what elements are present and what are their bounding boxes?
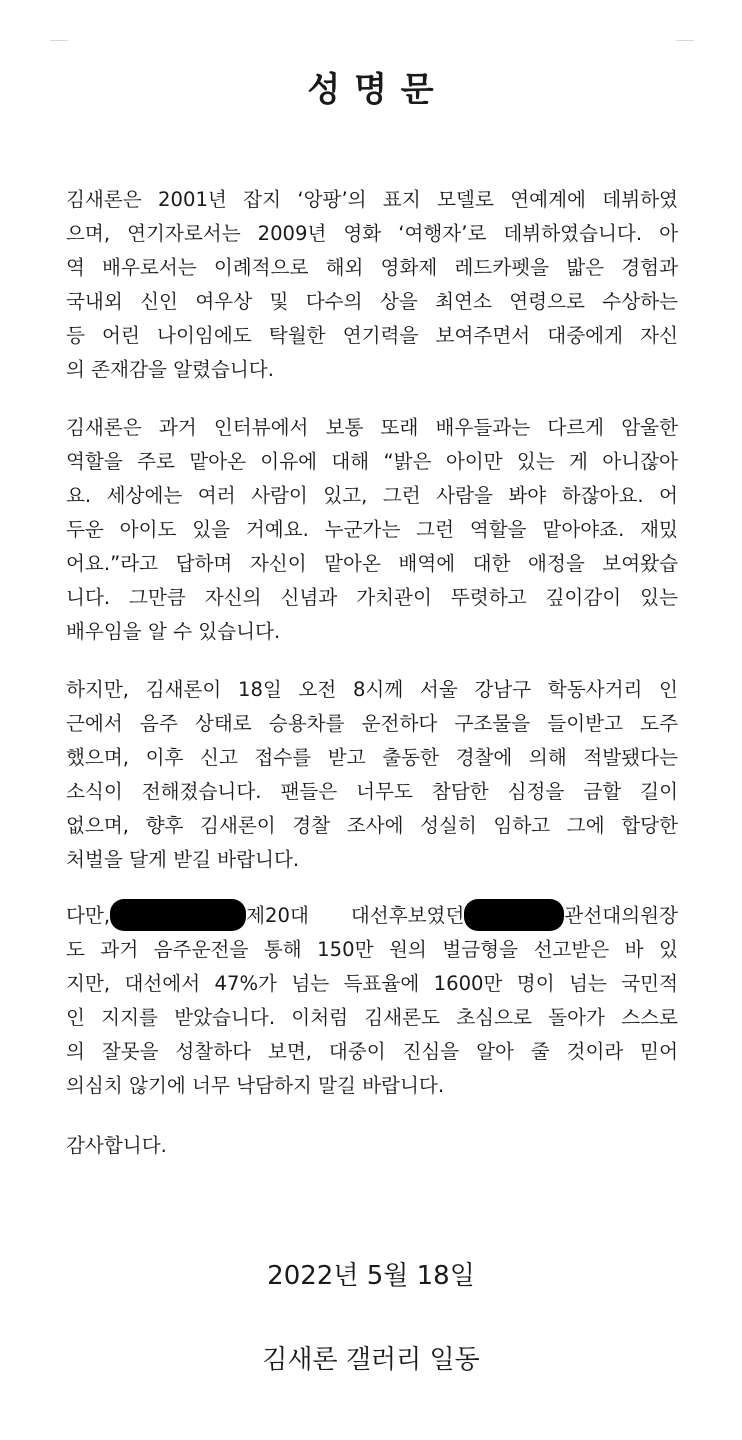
- paragraph-line: 도 과거 음주운전을 통해 150만 원의 벌금형을 선고받은 바 있: [66, 938, 678, 961]
- paragraph-line: 의심치 않기에 너무 낙담하지 말길 바랍니다.: [66, 1074, 445, 1097]
- paragraph-line: 등 어린 나이임에도 탁월한 연기력을 보여주면서 대중에게 자신: [66, 324, 678, 347]
- paragraph-line: 역 배우로서는 이례적으로 해외 영화제 레드카펫을 밟은 경험과: [66, 256, 678, 279]
- paragraph-line: 없으며, 향후 김새론이 경찰 조사에 성실히 임하고 그에 합당한: [66, 814, 678, 837]
- redaction-mark: [464, 899, 564, 931]
- paragraph-2: [66, 411, 678, 649]
- paragraph-line: 처벌을 달게 받길 바랍니다.: [66, 848, 300, 871]
- document-title: 성 명 문: [307, 70, 435, 110]
- paragraph-1: [66, 183, 678, 387]
- line-segment: 관선대의원장: [564, 904, 678, 927]
- paragraph-line: 국내외 신인 여우상 및 다수의 상을 최연소 연령으로 수상하는: [66, 290, 678, 313]
- paragraph-line: 역할을 주로 맡아온 이유에 대해 “밝은 아이만 있는 게 아니잖아: [66, 450, 678, 473]
- paragraph-line: 의 존재감을 알렸습니다.: [66, 358, 274, 381]
- paragraph-line: 지만, 대선에서 47%가 넘는 득표율에 1600만 명이 넘는 국민적: [66, 972, 678, 995]
- line-segment: 다만,: [66, 904, 111, 927]
- paragraph-line: 하지만, 김새론이 18일 오전 8시께 서울 강남구 학동사거리 인: [66, 678, 678, 701]
- paragraph-line: 의 잘못을 성찰하다 보면, 대중이 진심을 알아 줄 것이라 믿어: [66, 1040, 678, 1063]
- paragraph-3: [66, 673, 678, 877]
- paragraph-line: 근에서 음주 상태로 승용차를 운전하다 구조물을 들이받고 도주: [66, 712, 678, 735]
- redaction-mark: [110, 899, 246, 931]
- paragraph-line: 인 지지를 받았습니다. 이처럼 김새론도 초심으로 돌아가 스스로: [66, 1006, 678, 1029]
- paragraph-line: 김새론은 2001년 잡지 ‘앙팡’의 표지 모델로 연예계에 데뷔하였: [66, 188, 678, 211]
- document-signature: 김새론 갤러리 일동: [262, 1345, 480, 1375]
- paragraph-line: 어요.”라고 답하며 자신이 맡아온 배역에 대한 애정을 보여왔습: [66, 552, 678, 575]
- page-corner-mark: [50, 40, 68, 41]
- paragraph-line: 했으며, 이후 신고 접수를 받고 출동한 경찰에 의해 적발됐다는: [66, 746, 678, 769]
- paragraph-line: 두운 아이도 있을 거예요. 누군가는 그런 역할을 맡아야죠. 재밌: [66, 518, 678, 541]
- paragraph-line: 니다. 그만큼 자신의 신념과 가치관이 뚜렷하고 깊이감이 있는: [66, 586, 678, 609]
- paragraph-line: 요. 세상에는 여러 사람이 있고, 그런 사람을 봐야 하잖아요. 어: [66, 484, 678, 507]
- paragraph-line: 으며, 연기자로서는 2009년 영화 ‘여행자’로 데뷔하였습니다. 아: [66, 222, 678, 245]
- line-segment: 제20대 대선후보였던: [246, 904, 465, 927]
- paragraph-line: [66, 899, 678, 933]
- paragraph-line: 배우임을 알 수 있습니다.: [66, 620, 281, 643]
- document-date: 2022년 5월 18일: [267, 1261, 475, 1291]
- paragraph-line: 김새론은 과거 인터뷰에서 보통 또래 배우들과는 다르게 암울한: [66, 416, 678, 439]
- paragraph-line: 소식이 전해졌습니다. 팬들은 너무도 참담한 심정을 금할 길이: [66, 780, 678, 803]
- page-corner-mark: [676, 40, 694, 41]
- closing-text: 감사합니다.: [66, 1134, 167, 1157]
- paragraph-4: [66, 899, 678, 1103]
